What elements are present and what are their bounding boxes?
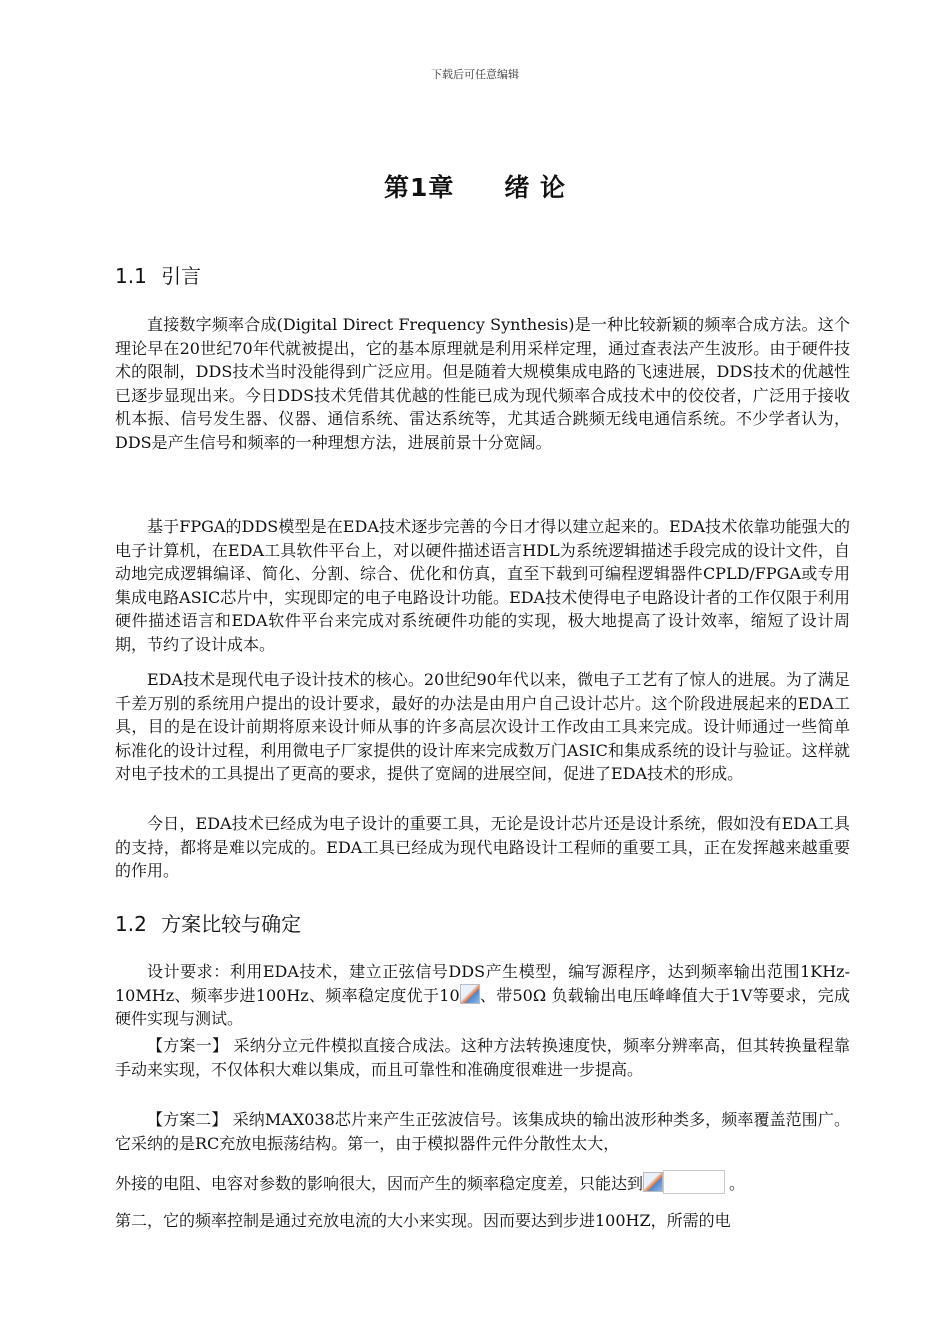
formula-placeholder-box <box>663 1170 725 1194</box>
paragraph-intro-3: EDA技术是现代电子设计技术的核心。20世纪90年代以来，微电子工艺有了惊人的进展。为了满足千差万别的系统用户提出的设计要求，最好的办法是由用户自己设计芯片。这个阶段进展起来的EDA工具，目的是在设计前期将原来设计师从事的许多高层次设计工作改由工具来完成。设计师通过一些简单标准化的设计过程，利用微电子厂家提供的设计库来完成数万门ASIC和集成系统的设计与验证。这样就对电子技术的工具提出了更高的要求，提供了宽阔的进展空间，促进了EDA技术的形成。 <box>115 670 850 784</box>
formula-image-icon <box>460 984 480 1004</box>
section-heading-1-2 <box>115 908 301 937</box>
paragraph-scheme-two: 【方案二】 采纳MAX038芯片来产生正弦波信号。该集成块的输出波形种类多，频率覆盖范围广。它采纳的是RC充放电振荡结构。第一，由于模拟器件元件分散性太大， <box>115 1110 850 1153</box>
section-heading-1-1 <box>115 260 201 289</box>
requirements-text-b: 、带50Ω 负载输出电压峰峰值大于1V等要求，完成硬件实现与测试。 <box>115 985 850 1029</box>
requirements-text-a: 设计要求：利用EDA技术，建立正弦信号DDS产生模型，编写源程序，达到频率输出范围1KHz-10MHz、频率步进100Hz、频率稳定度优于10 <box>115 962 850 1005</box>
section-title: 方案比较与确定 <box>161 912 302 936</box>
scheme-two-text-c: 。 <box>729 1174 746 1193</box>
formula-image-icon <box>643 1172 663 1192</box>
paragraph-intro-2: 基于FPGA的DDS模型是在EDA技术逐步完善的今日才得以建立起来的。EDA技术依靠功能强大的电子计算机，在EDA工具软件平台上，对以硬件描述语言HDL为系统逻辑描述手段完成的设计文件，自动地完成逻辑编译、简化、分割、综合、优化和仿真，直至下载到可编程逻辑器件CPLD/FPGA或专用集成电路ASIC芯片中，实现即定的电子电路设计功能。EDA技术使得电子电路设计者的工作仅限于利用硬件描述语言和EDA软件平台来完成对系统硬件功能的实现，极大地提高了设计效率，缩短了设计周期，节约了设计成本。 <box>115 517 850 654</box>
page-header-note: 下载后可任意编辑 <box>431 68 519 81</box>
chapter-number: 第1章 <box>383 173 455 202</box>
paragraph-scheme-two-last: 第二，它的频率控制是通过充放电流的大小来实现。因而要达到步进100HZ，所需的电 <box>115 1211 731 1230</box>
chapter-name: 绪 论 <box>504 173 567 202</box>
section-title: 引言 <box>161 264 202 288</box>
paragraph-intro-4: 今日，EDA技术已经成为电子设计的重要工具，无论是设计芯片还是设计系统，假如没有EDA工具的支持，都将是难以完成的。EDA工具已经成为现代电路设计工程师的重要工具，正在发挥越来越重要的作用。 <box>115 814 850 881</box>
chapter-title <box>0 168 950 204</box>
paragraph-design-requirements <box>115 960 850 1031</box>
section-number: 1.2 <box>115 912 147 936</box>
section-number: 1.1 <box>115 264 147 288</box>
paragraph-scheme-two-cont <box>115 1170 850 1196</box>
scheme-two-text-b: 外接的电阻、电容对参数的影响很大，因而产生的频率稳定度差，只能达到 <box>115 1174 644 1193</box>
paragraph-intro-1: 直接数字频率合成(Digital Direct Frequency Synthesis)是一种比较新颖的频率合成方法。这个理论早在20世纪70年代就被提出，它的基本原理就是利用采样定理，通过查表法产生波形。由于硬件技术的限制，DDS技术当时没能得到广泛应用。但是随着大规模集成电路的飞速进展，DDS技术的优越性已逐步显现出来。今日DDS技术凭借其优越的性能已成为现代频率合成技术中的佼佼者，广泛用于接收机本振、信号发生器、仪器、通信系统、雷达系统等，尤其适合跳频无线电通信系统。不少学者认为，DDS是产生信号和频率的一种理想方法，进展前景十分宽阔。 <box>115 315 850 452</box>
paragraph-scheme-one: 【方案一】 采纳分立元件模拟直接合成法。这种方法转换速度快，频率分辨率高，但其转换量程靠手动来实现，不仅体积大难以集成，而且可靠性和准确度很难进一步提高。 <box>115 1036 850 1079</box>
